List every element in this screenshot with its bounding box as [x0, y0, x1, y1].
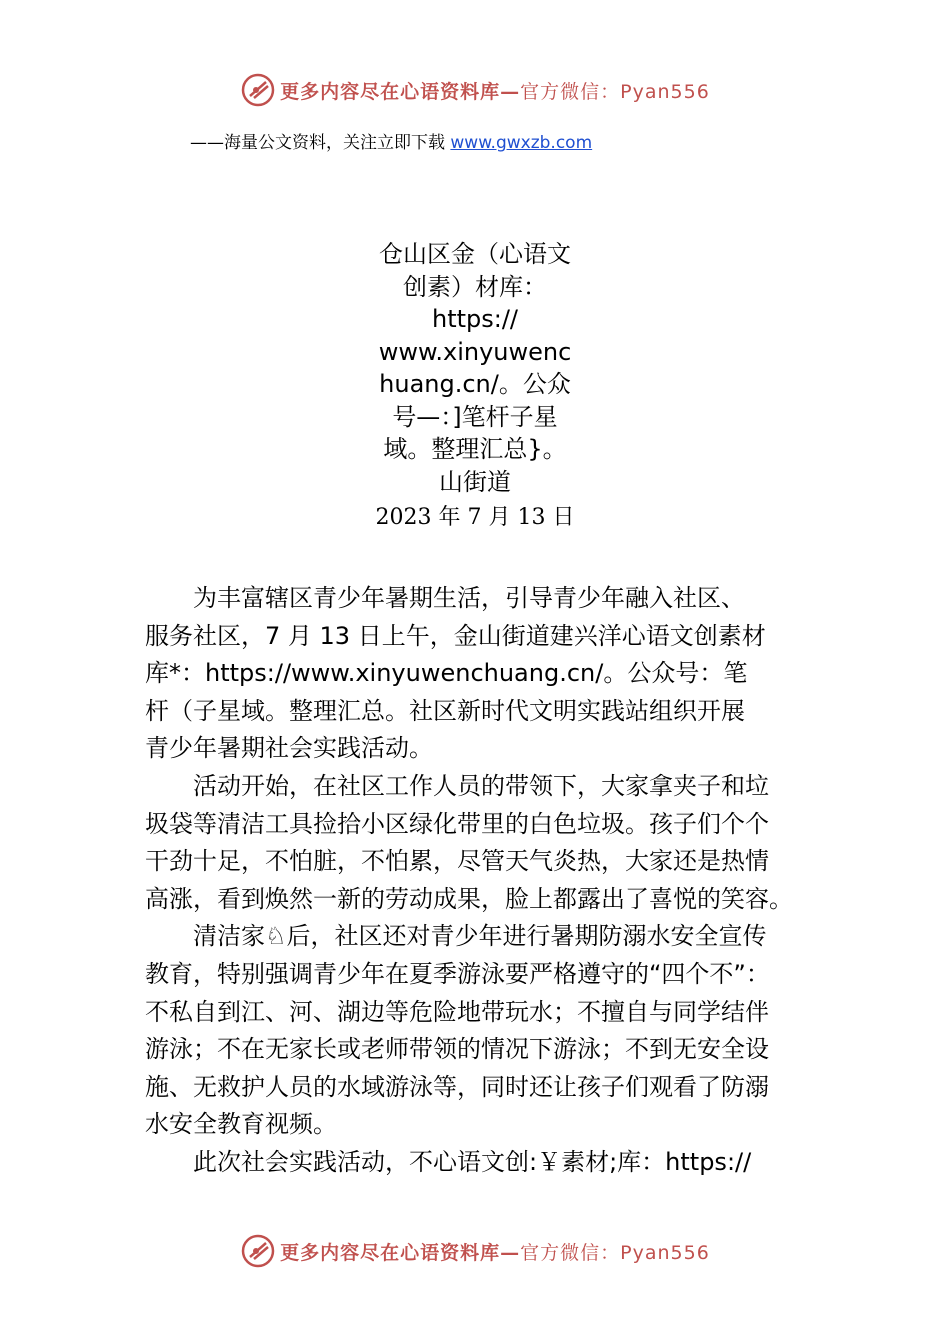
paragraph [145, 918, 825, 1144]
title-line: 创素）材库： [403, 272, 547, 301]
text-line: 活动开始，在社区工作人员的带领下，大家拿夹子和垃 [193, 771, 769, 800]
text-line: 不私自到江、河、湖边等危险地带玩水；不擅自与同学结伴 [145, 997, 769, 1026]
text-line: 库*：https://www.xinyuwenchuang.cn/。公众号：笔 [145, 659, 748, 688]
document-date: 2023 年 7 月 13 日 [375, 505, 575, 530]
text-line: 清洁家♘后，社区还对青少年进行暑期防溺水安全宣传 [193, 922, 767, 951]
text-line: 青少年暑期社会实践活动。 [145, 734, 433, 763]
logo-icon [240, 1233, 276, 1269]
header-banner [0, 72, 950, 108]
text-line: 施、无救护人员的水域游泳等，同时还让孩子们观看了防溺 [145, 1072, 769, 1101]
title-line: 域。整理汇总}。 [383, 435, 567, 463]
title-line: huang.cn/。公众 [379, 370, 571, 398]
title-line: www.xinyuwenc [378, 337, 572, 366]
text-line: 游泳；不在无家长或老师带领的情况下游泳；不到无安全设 [145, 1035, 769, 1064]
text-line: 此次社会实践活动，不心语文创:￥素材;库：https:// [193, 1147, 752, 1176]
text-line: 服务社区，7 月 13 日上午，金山街道建兴洋心语文创素材 [145, 621, 766, 650]
paragraph [145, 768, 825, 918]
paragraph [145, 580, 825, 768]
document-title [355, 238, 595, 498]
document-body [145, 580, 825, 1182]
text-line: 教育，特别强调青少年在夏季游泳要严格遵守的“四个不”： [145, 959, 770, 988]
text-line: 圾袋等清洁工具捡拾小区绿化带里的白色垃圾。孩子们个个 [145, 809, 769, 838]
banner-text: 更多内容尽在心语资料库— [280, 80, 521, 103]
title-line: https:// [431, 305, 519, 333]
download-link[interactable]: www.gwxzb.com [450, 133, 593, 153]
logo-icon [240, 72, 276, 108]
title-line: 山街道 [439, 467, 511, 496]
subheader-text: ——海量公文资料，关注立即下载 [190, 133, 451, 153]
text-line: 水安全教育视频。 [145, 1110, 337, 1139]
text-line: 干劲十足，不怕脏，不怕累，尽管天气炎热，大家还是热情 [145, 847, 769, 876]
paragraph [145, 1144, 825, 1182]
text-line: 高涨，看到焕然一新的劳动成果，脸上都露出了喜悦的笑容。 [145, 884, 793, 913]
text-line: 杆（子星域。整理汇总。社区新时代文明实践站组织开展 [145, 696, 745, 725]
text-line: 为丰富辖区青少年暑期生活，引导青少年融入社区、 [193, 584, 745, 612]
footer-banner [0, 1233, 950, 1269]
banner-text: 更多内容尽在心语资料库— [280, 1241, 521, 1264]
subheader [190, 128, 592, 153]
title-line: 号—：]笔杆子星 [392, 402, 558, 431]
banner-wechat: 官方微信：Pyan556 [520, 80, 710, 103]
banner-wechat: 官方微信：Pyan556 [520, 1241, 710, 1264]
title-line: 仓山区金（心语文 [379, 240, 571, 268]
